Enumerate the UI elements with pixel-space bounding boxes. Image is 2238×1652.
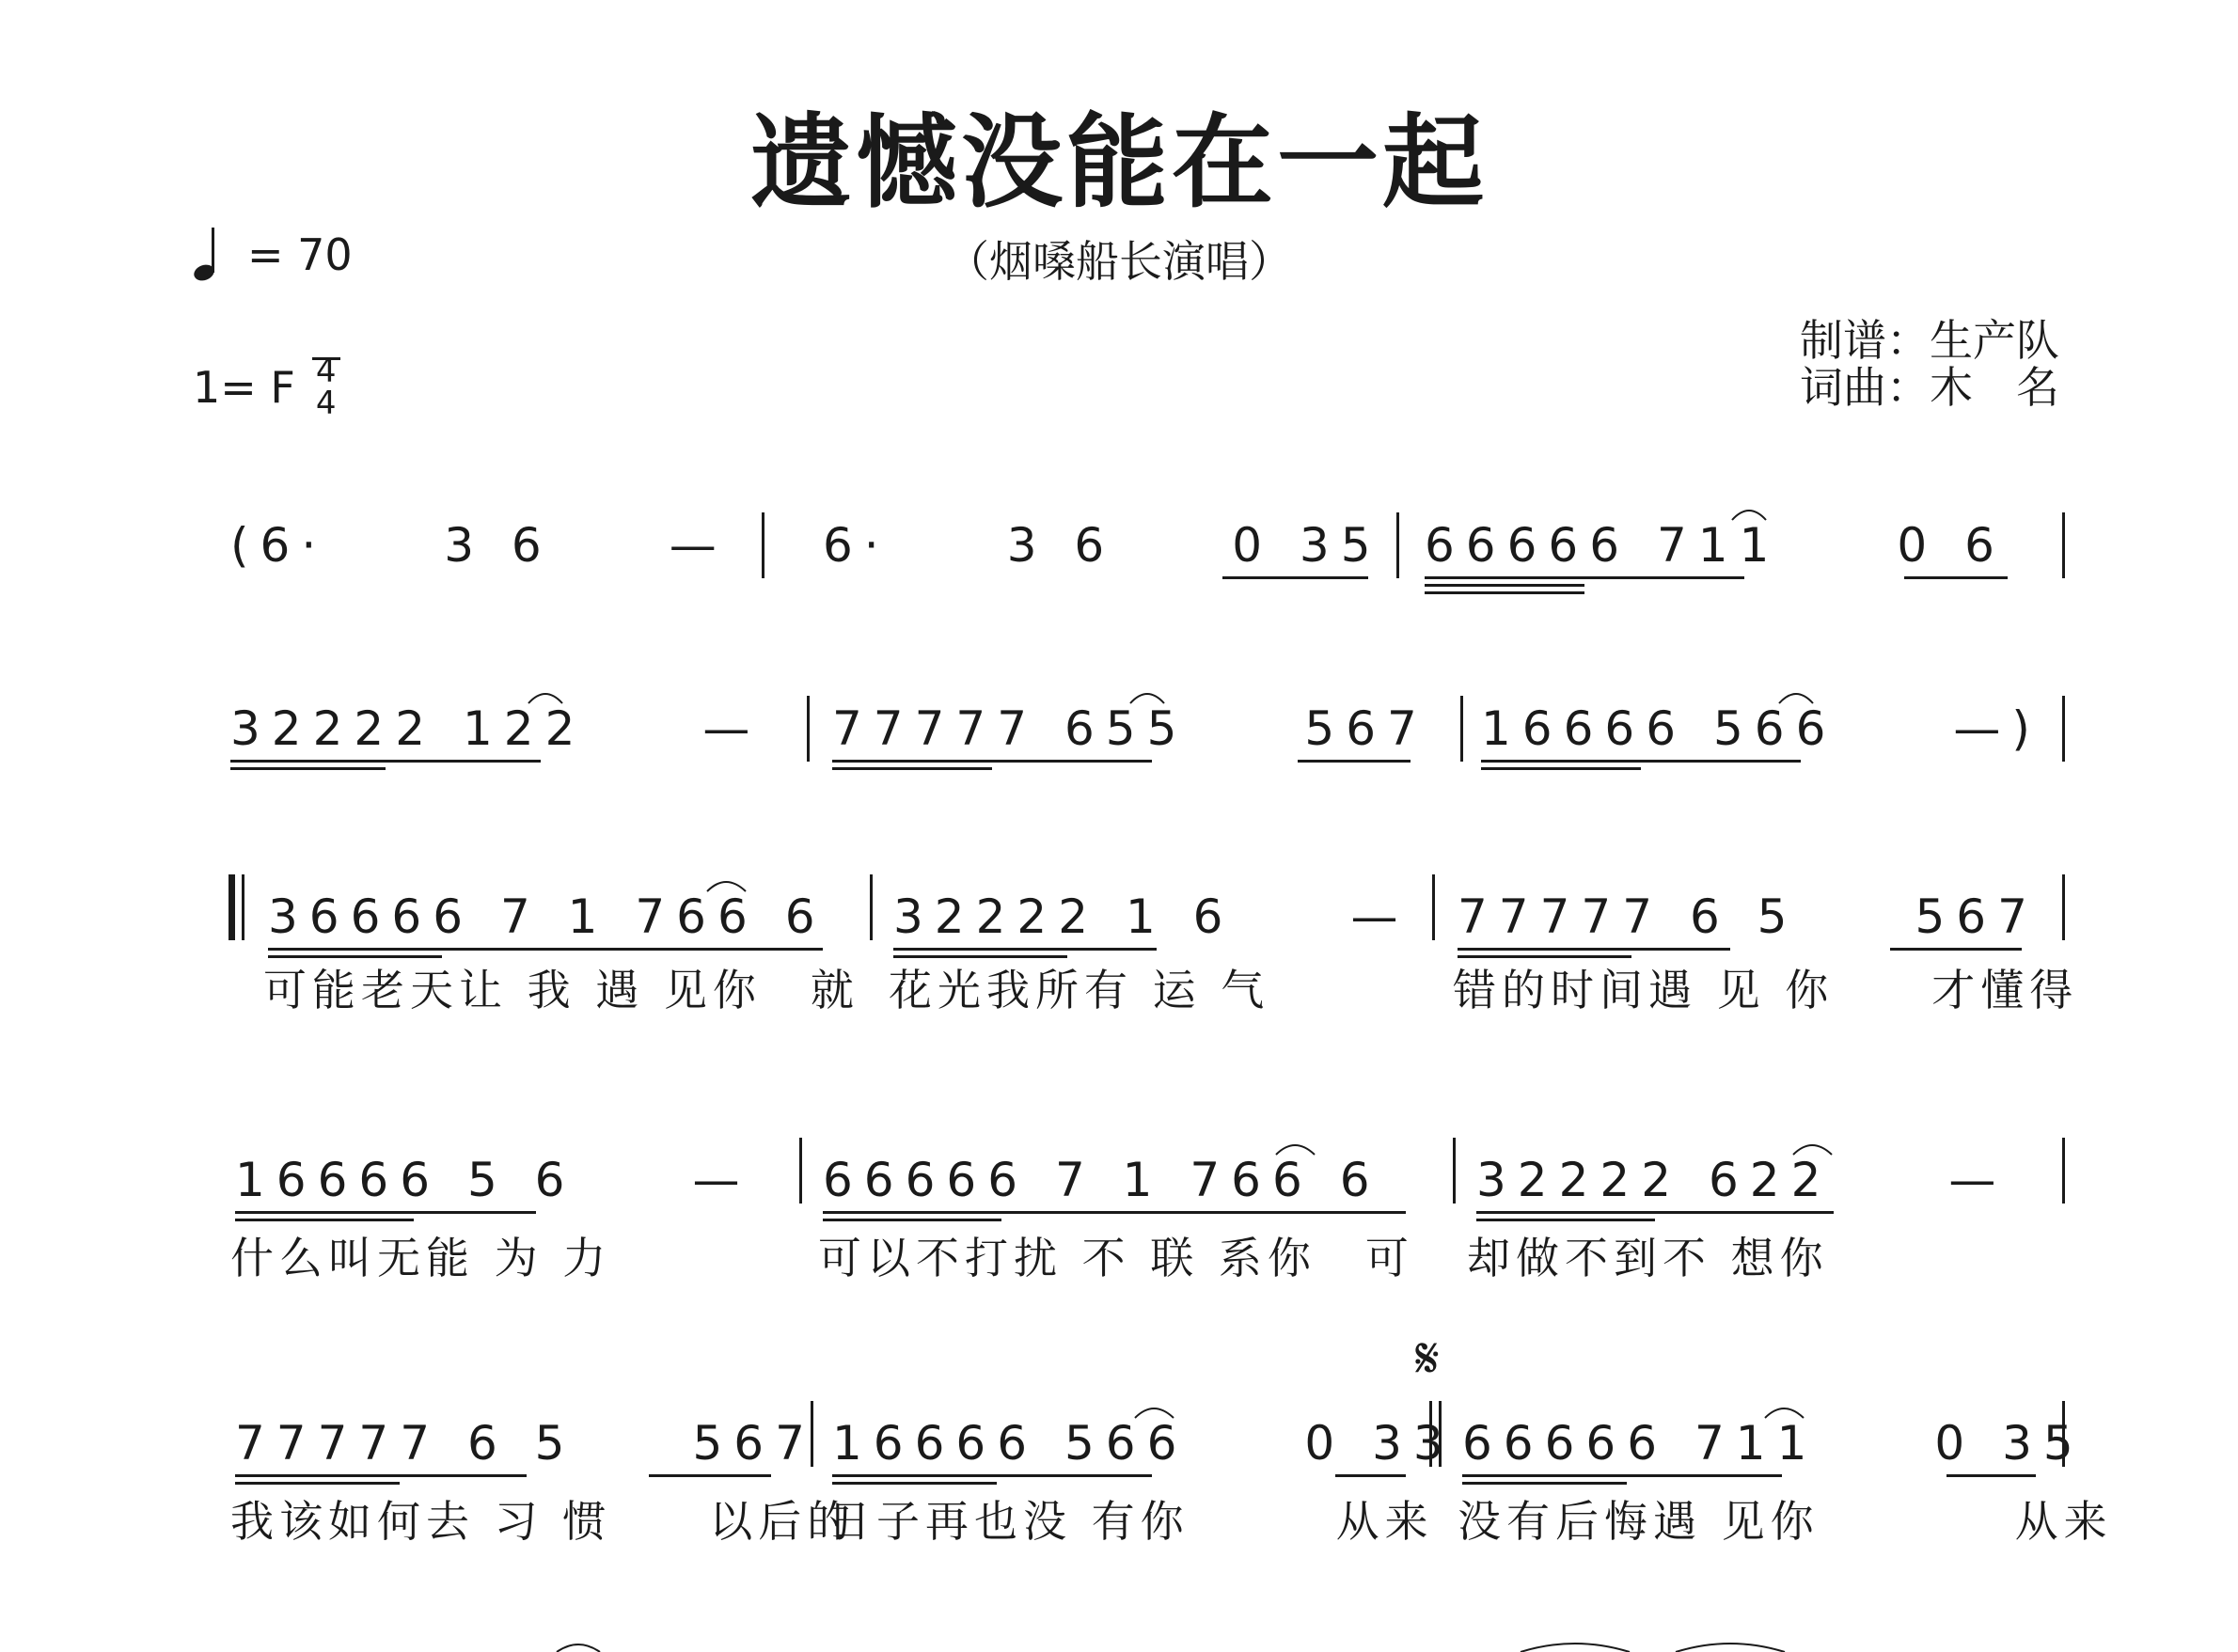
measure-notes: 77777 655 567 [832, 701, 1428, 756]
lyric-line: 日子再也没 有你 从来 [827, 1496, 1434, 1547]
measure-notes: 16666 566 —) [1481, 701, 2041, 756]
score-system-2 [0, 696, 2238, 884]
lyric-line: 我该如何去 习 惯 以后的 [230, 1496, 857, 1547]
lyric-line: 什么叫无能 为 力 [230, 1233, 612, 1283]
measure-notes: 36666 7 1 766 6 [268, 889, 827, 944]
song-subtitle: （烟嗓船长演唱） [946, 236, 1292, 287]
lyric-line: 花光我所有 运 气 [889, 965, 1270, 1015]
score-system-5 [0, 1326, 2238, 1589]
key-signature [193, 353, 337, 422]
measure-notes: 77777 6 5 567 [1458, 889, 2039, 944]
tie-mark [527, 686, 564, 705]
measure-notes: 66666 711 0 6 [1425, 518, 2006, 573]
time-signature [315, 353, 337, 422]
segno-sign: 𝄋 [1415, 1326, 1440, 1392]
tie-mark [1777, 686, 1815, 705]
arranger-credit: 制谱：生产队 [1800, 315, 2059, 366]
measure-notes: 32222 122 — [230, 701, 762, 756]
measure-notes: 16666 566 0 33 [832, 1416, 1455, 1471]
tie-mark [705, 874, 748, 893]
lyric-line: 可以不打扰 不 联 系你 可 [818, 1233, 1414, 1283]
tie-mark [1128, 686, 1166, 705]
tie-mark [1133, 1401, 1175, 1420]
measure-notes: 66666 711 0 35 [1462, 1416, 2085, 1471]
measure-notes: 32222 622 — [1476, 1153, 2008, 1207]
tie-mark [1763, 1401, 1805, 1420]
tie-mark [1730, 503, 1768, 522]
writer-credit: 词曲：木 名 [1800, 362, 2059, 413]
tempo-value: = 70 [247, 229, 353, 280]
tie-mark [1519, 1641, 1631, 1652]
tie-mark [1791, 1138, 1834, 1156]
song-title: 遗憾没能在一起 [749, 104, 1488, 222]
measure-notes: 6· 3 6 0 35 [823, 518, 1382, 573]
measure-notes: 66666 7 1 766 6 [823, 1153, 1381, 1207]
measure-notes: (6· 3 6 — [230, 518, 728, 573]
lyric-line: 可能老天让 我 遇 见你 就 [263, 965, 859, 1015]
tempo-marking [193, 226, 353, 284]
score-system-3 [0, 874, 2238, 1062]
measure-notes: 16666 5 6 — [235, 1153, 751, 1207]
time-signature-bottom: 4 [315, 385, 337, 422]
tie-mark [1674, 1641, 1787, 1652]
key-label: 1= F [193, 362, 295, 413]
tie-mark [1274, 1138, 1316, 1156]
lyric-line: 没有后悔遇 见你 从来 [1458, 1496, 2113, 1547]
time-signature-top: 4 [315, 353, 337, 390]
tie-mark [555, 1641, 602, 1652]
lyric-line: 错的时间遇 见 你 才懂得 [1453, 965, 2079, 1015]
measure-notes: 32222 1 6 — [893, 889, 1410, 944]
score-system-4 [0, 1138, 2238, 1326]
measure-notes: 77777 6 5 567 [235, 1416, 816, 1471]
lyric-line: 却做不到不 想你 [1467, 1233, 1829, 1283]
score-system-1 [0, 512, 2238, 700]
quarter-note-icon [193, 226, 221, 284]
